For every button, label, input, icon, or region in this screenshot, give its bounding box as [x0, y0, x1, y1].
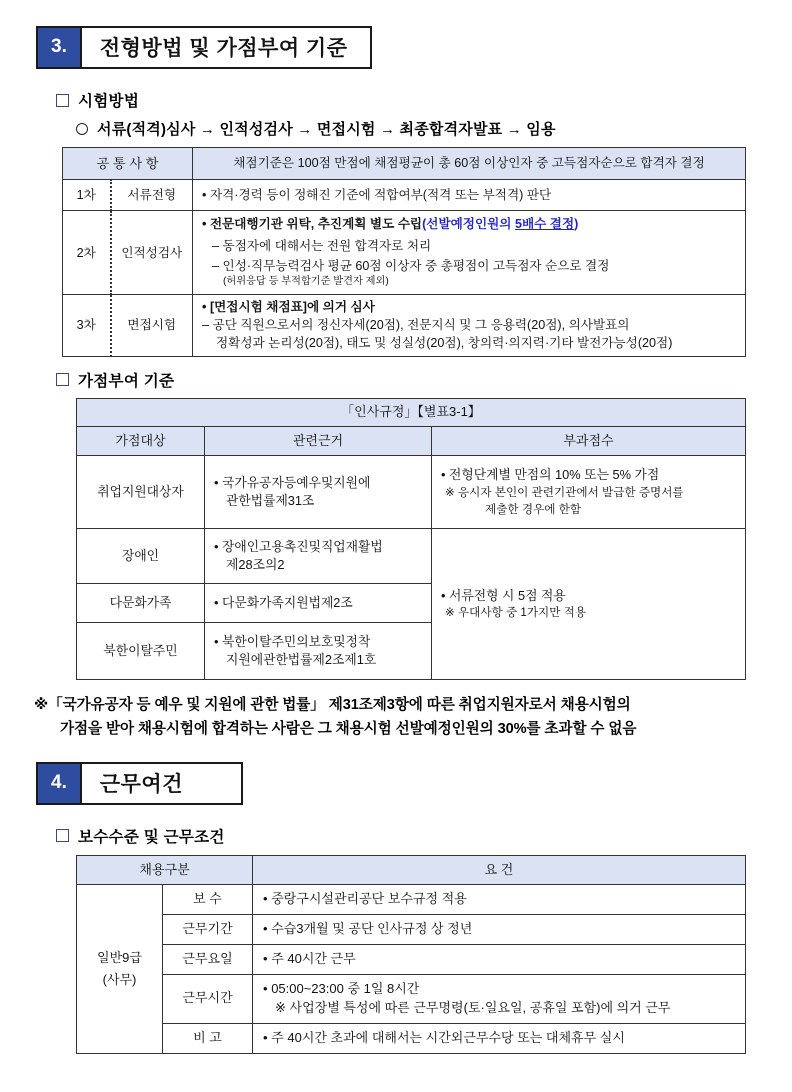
work-grade [77, 885, 163, 1053]
exam-stage-2-line-4: (허위응답 등 부적합기준 발견자 제외) [223, 276, 389, 288]
exam-stage-3-line-1: • [면접시험 채점표]에 의거 심사 [202, 298, 740, 316]
exam-stage-3-name: 면접시험 [111, 294, 193, 356]
exam-table-header-left: 공 통 사 항 [63, 148, 193, 180]
bonus-target-2: 장애인 [77, 529, 205, 584]
section-4-heading [36, 762, 243, 805]
table-row [77, 945, 746, 975]
bonus-points-1-note2: 제출한 경우에 한함 [485, 502, 582, 516]
square-bullet-icon [56, 94, 69, 107]
section-4-number: 4. [38, 764, 82, 803]
section-3-title: 전형방법 및 가점부여 기준 [99, 37, 348, 60]
exam-stage-2-name: 인적성검사 [111, 211, 193, 295]
sub-heading-exam-method-label: 시험방법 [78, 93, 140, 110]
exam-table-header-right: 채점기준은 100점 만점에 채점평균이 총 60점 이상인자 중 고득점자순으로 합격자 결정 [193, 148, 746, 180]
bonus-target-3: 다문화가족 [77, 584, 205, 623]
section-3-number: 3. [38, 28, 82, 67]
work-value-3 [253, 945, 746, 975]
bonus-points-merged-note: ※ 우대사항 중 1가지만 적용 [445, 606, 587, 620]
work-value-1-text: • 중랑구시설관리공단 보수규정 적용 [263, 890, 739, 909]
sub-heading-work-conditions [56, 825, 792, 847]
exam-stage-1-line-1: • 자격·경력 등이 정해진 기준에 적합여부(적격 또는 부적격) 판단 [202, 186, 740, 204]
square-bullet-icon [56, 373, 69, 386]
table-row [63, 211, 746, 295]
bonus-points-1-main: • 전형단계별 만점의 10% 또는 5% 가점 [441, 466, 738, 485]
bonus-basis-3 [205, 584, 432, 623]
exam-stage-2-line-1 [202, 215, 740, 233]
work-label-4: 근무시간 [163, 975, 253, 1024]
work-label-5: 비 고 [163, 1023, 253, 1053]
work-conditions-table [76, 855, 746, 1054]
section-4-title: 근무여건 [99, 772, 184, 796]
exam-stage-1-body [193, 180, 746, 211]
bonus-col-target: 가점대상 [77, 426, 205, 456]
bonus-target-1: 취업지원대상자 [77, 456, 205, 529]
exam-stage-1: 1차 [63, 180, 111, 211]
exam-stage-2-body [193, 211, 746, 295]
table-row [77, 975, 746, 1024]
work-value-4 [253, 975, 746, 1024]
bonus-basis-1-line-1: • 국가유공자등예우및지원에 [214, 474, 424, 493]
work-value-1 [253, 885, 746, 915]
exam-stage-3-line-3: 정확성과 논리성(20점), 태도 및 성실성(20점), 창의력·의지력·기타 발전가능성(20점) [216, 336, 673, 351]
table-row [63, 294, 746, 356]
work-col-requirement: 요 건 [253, 855, 746, 885]
bonus-criteria-table [76, 398, 746, 681]
table-row [77, 529, 746, 584]
bonus-basis-4-line-1: • 북한이탈주민의보호및정착 [214, 633, 424, 652]
circle-bullet-icon [76, 123, 88, 135]
exam-flow-text: 서류(적격)심사 → 인적성검사 → 면접시험 → 최종합격자발표 → 임용 [97, 121, 556, 138]
exam-stage-2-blue-open: (선발예정인원의 [422, 217, 515, 232]
square-bullet-icon [56, 829, 69, 842]
bonus-fine-print [34, 694, 762, 741]
bonus-basis-2-line-2: 제28조의2 [226, 557, 285, 573]
exam-stage-3: 3차 [63, 294, 111, 356]
exam-method-table [62, 147, 746, 357]
exam-stage-2-line-2: – 동점자에 대해서는 전원 합격자로 처리 [202, 237, 740, 255]
bonus-table-caption: 「인사규정」【별표3-1】 [77, 398, 746, 426]
exam-stage-2-line-1-text: 전문대행기관 위탁, 추진계획 별도 수립 [209, 217, 423, 232]
exam-stage-2-line-3: – 인성·직무능력검사 평균 60점 이상자 중 총평점이 고득점자 순으로 결정 [202, 257, 740, 275]
work-label-1: 보 수 [163, 885, 253, 915]
work-label-2: 근무기간 [163, 915, 253, 945]
work-value-5 [253, 1023, 746, 1053]
bonus-basis-2 [205, 529, 432, 584]
bonus-points-merged [432, 529, 746, 680]
exam-stage-2: 2차 [63, 211, 111, 295]
table-row [77, 885, 746, 915]
work-value-2-text: • 수습3개월 및 공단 인사규정 상 정년 [263, 920, 739, 939]
work-value-4-note: ※ 사업장별 특성에 따른 근무명령(토·일요일, 공휴일 포함)에 의거 근무 [275, 999, 671, 1015]
table-row [77, 426, 746, 456]
exam-stage-1-name: 서류전형 [111, 180, 193, 211]
work-grade-line-1: 일반9급 [97, 949, 142, 965]
exam-flow-line [76, 118, 792, 139]
work-col-type: 채용구분 [77, 855, 253, 885]
work-value-2 [253, 915, 746, 945]
bonus-col-points: 부과점수 [432, 426, 746, 456]
bonus-basis-4 [205, 623, 432, 680]
table-row [77, 855, 746, 885]
bonus-col-basis: 관련근거 [205, 426, 432, 456]
work-label-3: 근무요일 [163, 945, 253, 975]
bonus-points-1-note: ※ 응시자 본인이 관련기관에서 발급한 증명서를 [445, 485, 684, 499]
bonus-basis-1-line-2: 관한법률제31조 [226, 493, 315, 509]
exam-stage-3-body [193, 294, 746, 356]
bonus-basis-1 [205, 456, 432, 529]
work-value-3-text: • 주 40시간 근무 [263, 950, 739, 969]
sub-heading-bonus-criteria-label: 가점부여 기준 [78, 372, 175, 390]
bonus-basis-4-line-2: 지원에관한법률제2조제1호 [226, 652, 377, 668]
exam-stage-3-line-2: – 공단 직원으로서의 정신자세(20점), 전문지식 및 그 응용력(20점), 의사발표의 [202, 316, 740, 334]
table-row [77, 1023, 746, 1053]
sub-heading-work-conditions-label: 보수수준 및 근무조건 [78, 828, 225, 846]
table-row [63, 180, 746, 211]
bonus-basis-2-line-1: • 장애인고용촉진및직업재활법 [214, 538, 424, 557]
table-row [77, 398, 746, 426]
bonus-points-1 [432, 456, 746, 529]
bonus-basis-3-line-1: • 다문화가족지원법제2조 [214, 594, 424, 613]
section-3-heading [36, 26, 372, 69]
bonus-points-merged-main: • 서류전형 시 5점 적용 [441, 587, 738, 606]
bonus-fine-print-line-1: ※「국가유공자 등 예우 및 지원에 관한 법률」 제31조제3항에 따른 취업지원자로서 채용시험의 [34, 697, 631, 714]
table-row [77, 456, 746, 529]
table-row [77, 915, 746, 945]
bonus-target-4: 북한이탈주민 [77, 623, 205, 680]
work-grade-line-2: (사무) [102, 972, 137, 988]
sub-heading-exam-method [56, 89, 792, 111]
exam-stage-2-blue-close: ) [574, 217, 579, 232]
sub-heading-bonus-criteria [56, 369, 792, 391]
exam-stage-2-blue-underline: 5배수 결정 [514, 217, 575, 232]
work-value-4-text: • 05:00~23:00 중 1일 8시간 [263, 980, 739, 999]
work-value-5-text: • 주 40시간 초과에 대해서는 시간외근무수당 또는 대체휴무 실시 [263, 1029, 739, 1048]
table-row [63, 148, 746, 180]
bonus-fine-print-line-2: 가점을 받아 채용시험에 합격하는 사람은 그 채용시험 선발예정인원의 30%를 초과할 수 없음 [60, 721, 637, 737]
